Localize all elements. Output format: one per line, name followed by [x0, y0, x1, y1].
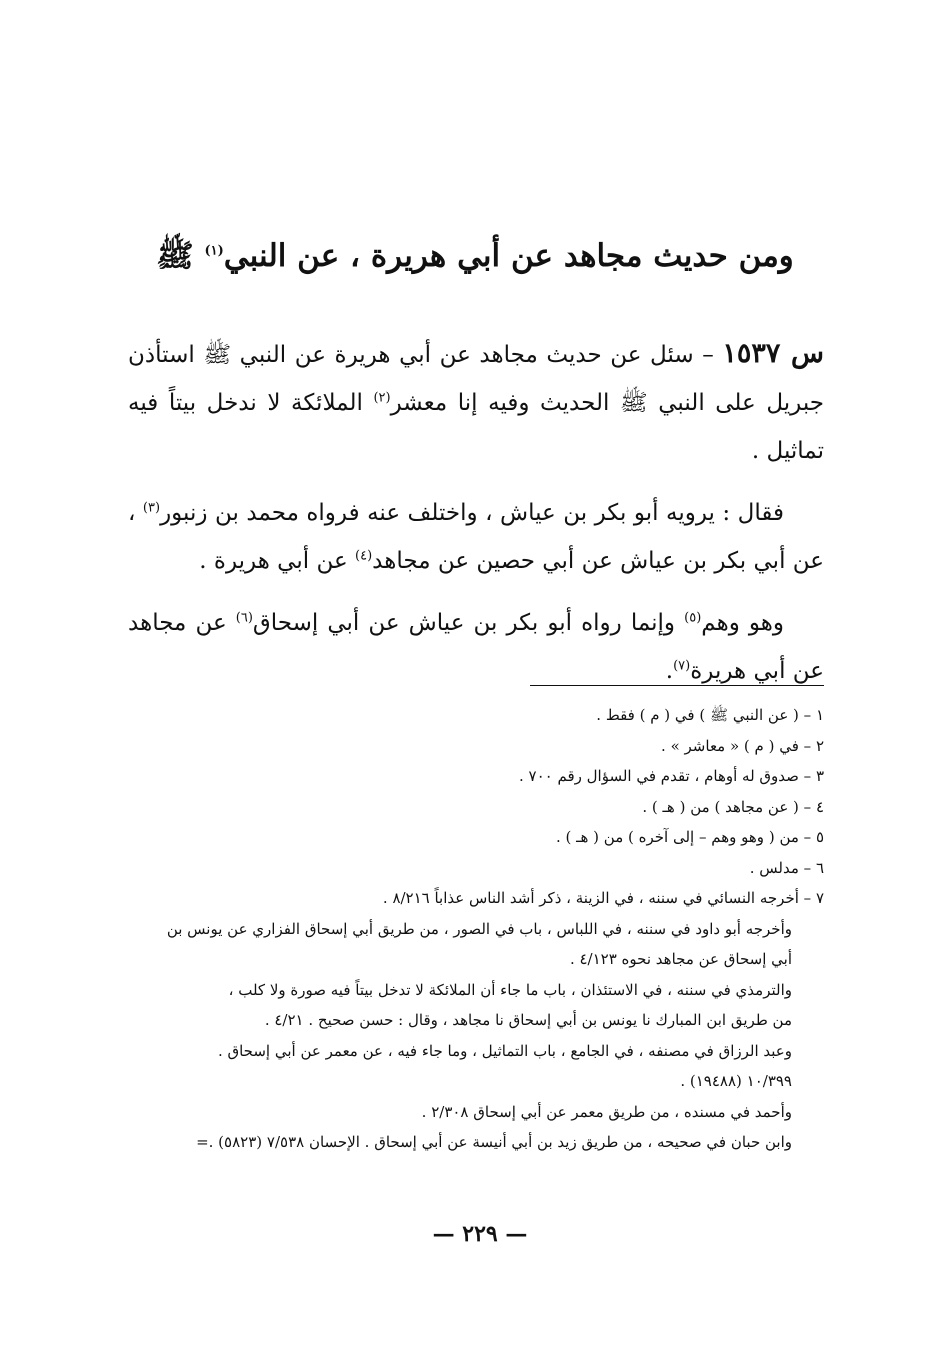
heading-honorific: ﷺ	[156, 238, 194, 274]
conclusion-text-part: عن مجاهد عن أبي هريرة	[128, 610, 824, 684]
footnote-ref: (٤)	[355, 548, 373, 564]
footnote-continuation: أبي إسحاق عن مجاهد نحوه ٤/١٢٣ .	[569, 950, 792, 968]
answer-text-part: عن أبي هريرة .	[199, 548, 348, 574]
footnote-continuation: وعبد الرزاق في مصنفه ، في الجامع ، باب التماثيل ، وما جاء فيه ، عن معمر عن أبي إسحاق .	[217, 1041, 792, 1060]
answer-text-part: فقال : يرويه أبو بكر بن عياش ، واختلف عنه فرواه محمد بن زنبور	[160, 500, 785, 526]
footnote-continuation: ١٠/٣٩٩ (١٩٤٨٨) .	[680, 1072, 792, 1090]
footnote-item: ٤ – ( عن مجاهد ) من ( هـ ) .	[642, 797, 824, 816]
heading-footnote-ref: (١)	[204, 243, 224, 259]
footnote-item: ٧ – أخرجه النسائي في سننه ، في الزينة ، ذكر أشد الناس عذاباً ٨/٢١٦ .	[382, 889, 824, 907]
footnote-continuation: من طريق ابن المبارك نا يونس بن أبي إسحاق نا مجاهد ، وقال : حسن صحيح . ٤/٢١ .	[264, 1011, 792, 1029]
question-paragraph	[128, 330, 824, 475]
footnote-item: ٥ – من ( وهو وهم – إلى آخره ) من ( هـ ) .	[555, 828, 824, 846]
conclusion-text-part: .	[665, 658, 674, 684]
footnote-ref: (٧)	[673, 658, 691, 674]
footnote-item: ١ – ( عن النبي ﷺ ) في ( م ) فقط .	[596, 706, 824, 724]
question-number: س ١٥٣٧	[722, 338, 825, 369]
footnote-continuation: والترمذي في سننه ، في الاستئذان ، باب ما جاء أن الملائكة لا تدخل بيتاً فيه صورة ولا كلب ،	[228, 980, 792, 999]
footnotes-section	[128, 700, 824, 1158]
footnote-item: ٣ – صدوق له أوهام ، تقدم في السؤال رقم ٧٠٠ .	[518, 767, 824, 785]
question-text-part: الملائكة لا ندخل بيتاً فيه تماثيل .	[128, 390, 824, 464]
conclusion-paragraph	[128, 599, 824, 695]
conclusion-text-part: وإنما رواه أبو بكر بن عياش عن أبي إسحاق	[252, 610, 676, 636]
footnote-divider	[530, 685, 824, 686]
heading-text: ومن حديث مجاهد عن أبي هريرة ، عن النبي	[223, 238, 794, 274]
section-heading	[150, 228, 800, 284]
page-number: — ٢٢٩ —	[432, 1221, 528, 1247]
footnote-item: ٢ – في ( م ) « معاشر » .	[661, 736, 824, 755]
footnote-continuation: وابن حبان في صحيحه ، من طريق زيد بن أبي أنيسة عن أبي إسحاق . الإحسان ٧/٥٣٨ (٥٨٢٣) .=	[196, 1133, 792, 1151]
footnote-ref: (٣)	[142, 500, 161, 516]
conclusion-text-part: وهو وهم	[701, 610, 785, 636]
question-body	[128, 330, 824, 709]
footnote-continuation: وأخرجه أبو داود في سننه ، في اللباس ، باب في الصور ، من طريق أبي إسحاق الفزاري عن يونس بن	[166, 919, 792, 938]
footnote-item: ٦ – مدلس .	[749, 858, 824, 877]
answer-text-part: ، عن أبي بكر بن عياش عن أبي حصين عن مجاهد	[128, 500, 824, 574]
answer-paragraph	[128, 489, 824, 585]
footnote-ref: (٥)	[684, 610, 702, 626]
question-text-part: – سئل عن حديث مجاهد عن أبي هريرة عن النبي ﷺ استأذن جبريل على النبي ﷺ الحديث وفيه إنا معشر	[128, 342, 824, 416]
footnote-ref: (٢)	[373, 390, 391, 406]
footnote-ref: (٦)	[235, 610, 253, 626]
footnote-continuation: وأحمد في مسنده ، من طريق معمر عن أبي إسحاق ٢/٣٠٨ .	[421, 1102, 792, 1121]
